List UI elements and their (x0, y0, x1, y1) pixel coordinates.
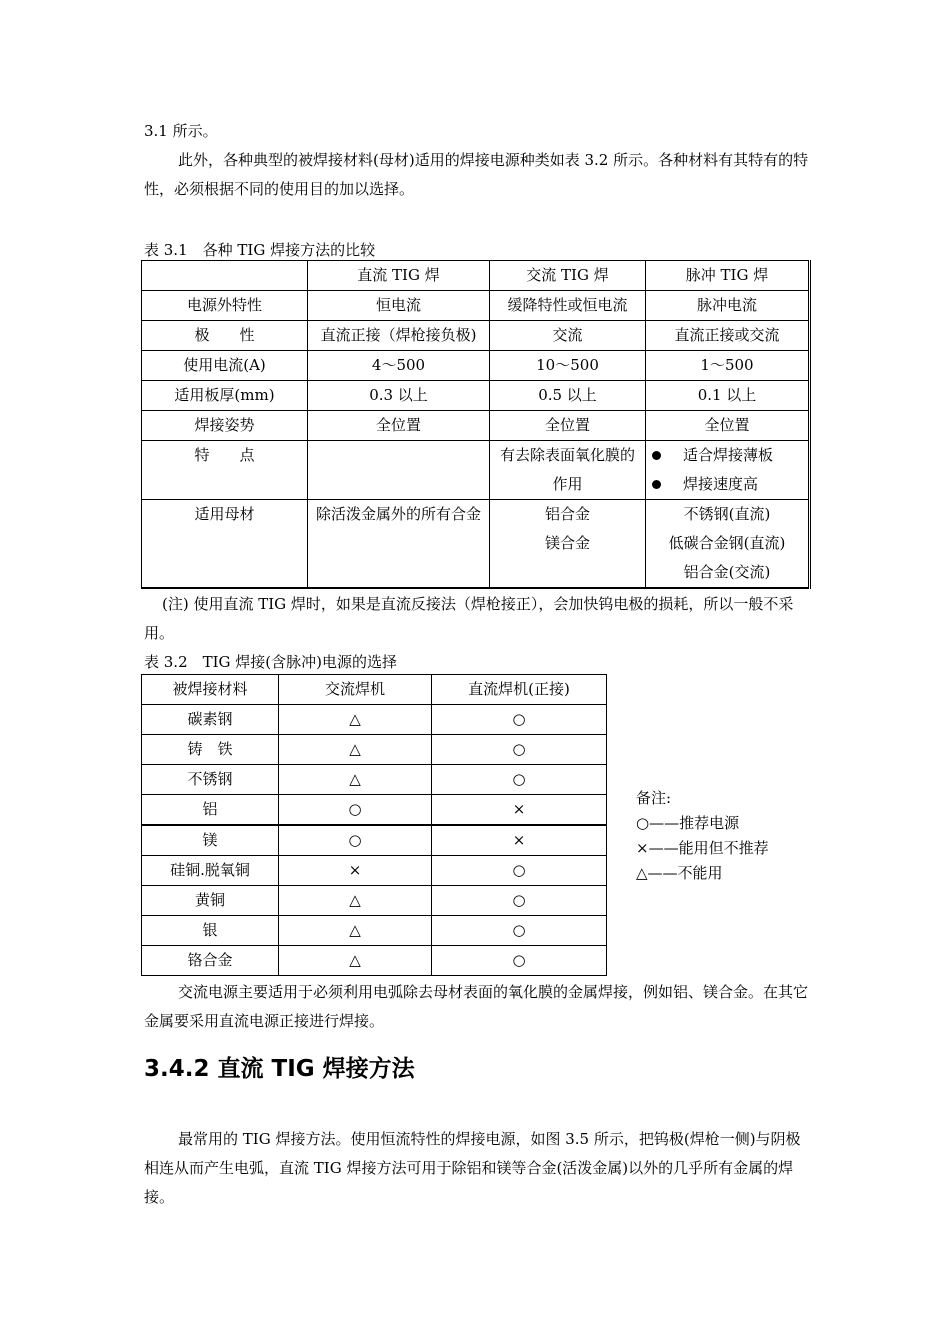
row-label: 适用母材 (142, 500, 308, 589)
row-label: 焊接姿势 (142, 411, 308, 441)
dc-symbol: ○ (432, 705, 607, 735)
row-label: 电源外特性 (142, 291, 308, 321)
table1-row (142, 321, 810, 351)
dc-symbol: ○ (432, 735, 607, 765)
cell-ac: 全位置 (490, 411, 646, 441)
table2-row (142, 916, 607, 946)
cell-dc: 除活泼金属外的所有合金 (308, 500, 490, 589)
ac-symbol: × (279, 856, 432, 886)
table1-row (142, 351, 810, 381)
material-cell: 银 (142, 916, 279, 946)
legend-item: ○——推荐电源 (636, 814, 740, 832)
material-line: 铝合金(交流) (683, 563, 771, 581)
ac-symbol: △ (279, 916, 432, 946)
symbol-legend (636, 786, 769, 886)
table1-header-pulse: 脉冲 TIG 焊 (646, 261, 810, 291)
bullet-dot-icon (652, 480, 661, 489)
table1-header-dc: 直流 TIG 焊 (308, 261, 490, 291)
cell-ac: 10～500 (490, 351, 646, 381)
ac-symbol: ○ (279, 825, 432, 856)
cell-ac: 0.5 以上 (490, 381, 646, 411)
cell-dc: 直流正接（焊枪接负极) (308, 321, 490, 351)
bullet-dot-icon (652, 451, 661, 460)
ac-symbol: △ (279, 765, 432, 795)
table2-row (142, 705, 607, 735)
table2-row (142, 765, 607, 795)
table1-header-blank (142, 261, 308, 291)
intro-line: 3.1 所示。 (144, 122, 218, 140)
material-cell: 铬合金 (142, 946, 279, 976)
dc-symbol: × (432, 825, 607, 856)
cell-dc: 0.3 以上 (308, 381, 490, 411)
table2-header-dc: 直流焊机(正接) (432, 675, 607, 705)
cell-pulse: 0.1 以上 (646, 381, 810, 411)
ac-symbol: ○ (279, 795, 432, 826)
after-table-paragraph: 交流电源主要适用于必须利用电弧除去母材表面的氧化膜的金属焊接，例如铝、镁合金。在其它金属要采用直流电源正接进行焊接。 (144, 983, 809, 1030)
cell-pulse: 直流正接或交流 (646, 321, 810, 351)
material-line: 铝合金 (544, 505, 590, 523)
power-source-selection-table (141, 674, 607, 976)
cell-pulse: 脉冲电流 (646, 291, 810, 321)
material-cell: 硅铜.脱氧铜 (142, 856, 279, 886)
cell-dc (308, 441, 490, 500)
cell-ac: 有去除表面氧化膜的作用 (490, 441, 646, 500)
bullet-item: 适合焊接薄板 (646, 441, 808, 470)
tig-comparison-table (141, 260, 811, 589)
cell-pulse: 全位置 (646, 411, 810, 441)
row-label: 极 性 (142, 321, 308, 351)
dc-symbol: ○ (432, 765, 607, 795)
material-cell: 黄铜 (142, 886, 279, 916)
material-cell: 碳素钢 (142, 705, 279, 735)
legend-item: △——不能用 (636, 864, 723, 882)
table2-caption: 表 3.2 TIG 焊接(含脉冲)电源的选择 (144, 653, 398, 671)
table2-row (142, 856, 607, 886)
cell-pulse (646, 500, 810, 589)
dc-symbol: ○ (432, 916, 607, 946)
legend-title: 备注: (636, 789, 672, 807)
ac-symbol: △ (279, 735, 432, 765)
table1-materials-row (142, 500, 810, 589)
table1-row (142, 381, 810, 411)
cell-dc: 全位置 (308, 411, 490, 441)
cell-ac: 缓降特性或恒电流 (490, 291, 646, 321)
dc-symbol: ○ (432, 886, 607, 916)
table2-row (142, 735, 607, 765)
material-cell: 不锈钢 (142, 765, 279, 795)
table2-row (142, 825, 607, 856)
legend-item: ×——能用但不推荐 (636, 839, 769, 857)
row-label: 适用板厚(mm) (142, 381, 308, 411)
section-paragraph: 最常用的 TIG 焊接方法。使用恒流特性的焊接电源，如图 3.5 所示，把钨极(焊枪一侧)与阴极相连从而产生电弧，直流 TIG 焊接方法可用于除铝和镁等合金(活泼金属)以外的几乎所有金属的焊接。 (144, 1130, 801, 1206)
table1-header-row (142, 261, 810, 291)
ac-symbol: △ (279, 886, 432, 916)
table2-row (142, 795, 607, 826)
table2-header-row (142, 675, 607, 705)
cell-dc: 4～500 (308, 351, 490, 381)
material-cell: 铸 铁 (142, 735, 279, 765)
material-line: 不锈钢(直流) (683, 505, 771, 523)
table1-row (142, 411, 810, 441)
table1-caption: 表 3.1 各种 TIG 焊接方法的比较 (144, 241, 376, 259)
row-label: 特 点 (142, 441, 308, 500)
material-line: 镁合金 (544, 534, 590, 552)
table1-header-ac: 交流 TIG 焊 (490, 261, 646, 291)
material-cell: 铝 (142, 795, 279, 826)
cell-dc: 恒电流 (308, 291, 490, 321)
table1-features-row (142, 441, 810, 500)
cell-ac: 交流 (490, 321, 646, 351)
section-heading: 3.4.2 直流 TIG 焊接方法 (144, 1056, 415, 1082)
dc-symbol: ○ (432, 946, 607, 976)
table2-header-material: 被焊接材料 (142, 675, 279, 705)
material-line: 低碳合金钢(直流) (668, 534, 786, 552)
dc-symbol: ○ (432, 856, 607, 886)
cell-pulse (646, 441, 810, 500)
ac-symbol: △ (279, 705, 432, 735)
bullet-item: 焊接速度高 (646, 470, 808, 499)
table1-note: (注) 使用直流 TIG 焊时，如果是直流反接法（焊枪接正），会加快钨电极的损耗，所以一般不采用。 (144, 595, 794, 642)
table2-header-ac: 交流焊机 (279, 675, 432, 705)
ac-symbol: △ (279, 946, 432, 976)
dc-symbol: × (432, 795, 607, 826)
cell-pulse: 1～500 (646, 351, 810, 381)
intro-paragraph: 此外，各种典型的被焊接材料(母材)适用的焊接电源种类如表 3.2 所示。各种材料有其特有的特性，必须根据不同的使用目的加以选择。 (144, 151, 809, 198)
table1-row (142, 291, 810, 321)
row-label: 使用电流(A) (142, 351, 308, 381)
cell-ac (490, 500, 646, 589)
table2-row (142, 946, 607, 976)
material-cell: 镁 (142, 825, 279, 856)
table2-row (142, 886, 607, 916)
